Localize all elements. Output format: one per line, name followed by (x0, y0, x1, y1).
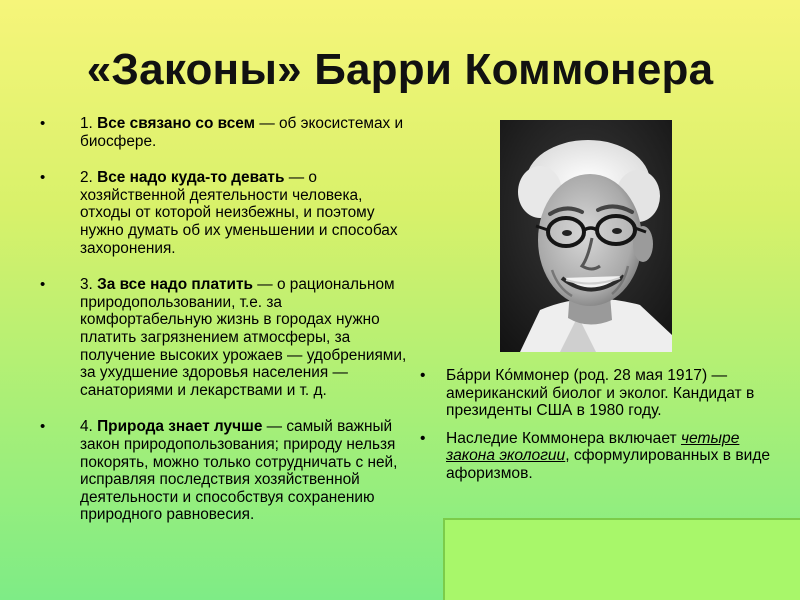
portrait-photo (500, 120, 672, 352)
legacy-item (420, 430, 780, 483)
bullet: • (420, 429, 426, 447)
bullet: • (40, 276, 46, 294)
bullet: • (40, 418, 46, 436)
law-text: — самый важный закон природопользования; природу нельзя покорять, можно только сотрудничать с ней, исправляя последствия хозяйственной деятельности и способствуя сохранению природного равновесия. (80, 418, 398, 524)
law-item (40, 276, 410, 399)
laws-list (40, 115, 410, 543)
bullet: • (40, 169, 46, 187)
law-number: 4. (80, 418, 93, 436)
law-text: — об экосистемах и биосфере. (80, 115, 404, 150)
law-item (40, 418, 410, 524)
decorative-box (443, 518, 800, 600)
page-title: «Законы» Барри Коммонера (86, 45, 714, 94)
law-name: Природа знает лучше (97, 418, 263, 436)
bullet: • (40, 115, 46, 132)
law-number: 3. (80, 276, 93, 294)
law-name: Все надо куда-то девать (97, 169, 285, 187)
law-number: 2. (80, 169, 93, 187)
law-name: Все связано со всем (97, 115, 256, 132)
portrait-illustration (500, 120, 672, 352)
legacy-text: Наследие Коммонера включает (446, 429, 677, 447)
bio-item (420, 367, 780, 420)
bullet: • (420, 367, 426, 384)
law-text: — о хозяйственной деятельности человека, отходы от которой неизбежны, и поэтому нужно думать об их уменьшении и способах захоронения. (80, 169, 398, 257)
ecology-laws-link[interactable]: четыре закона экологии (446, 429, 740, 465)
law-item (40, 115, 410, 150)
legacy-text-end: , сформулированных в виде афоризмов. (446, 447, 771, 482)
law-item (40, 169, 410, 257)
bio-list (420, 367, 780, 493)
bio-text: Ба́рри Ко́ммонер (род. 28 мая 1917) — американский биолог и эколог. Кандидат в президенты США в 1980 году. (446, 367, 755, 420)
law-text: — о рациональном природопользовании, т.е. за комфортабельную жизнь в городах нужно платить загрязнением атмосферы, за получение высоких урожаев — удобрениями, за ухудшение здоровья населения — санаториями и лекарствами и т. д. (80, 276, 407, 399)
law-number: 1. (80, 115, 93, 132)
law-name: За все надо платить (97, 276, 254, 294)
